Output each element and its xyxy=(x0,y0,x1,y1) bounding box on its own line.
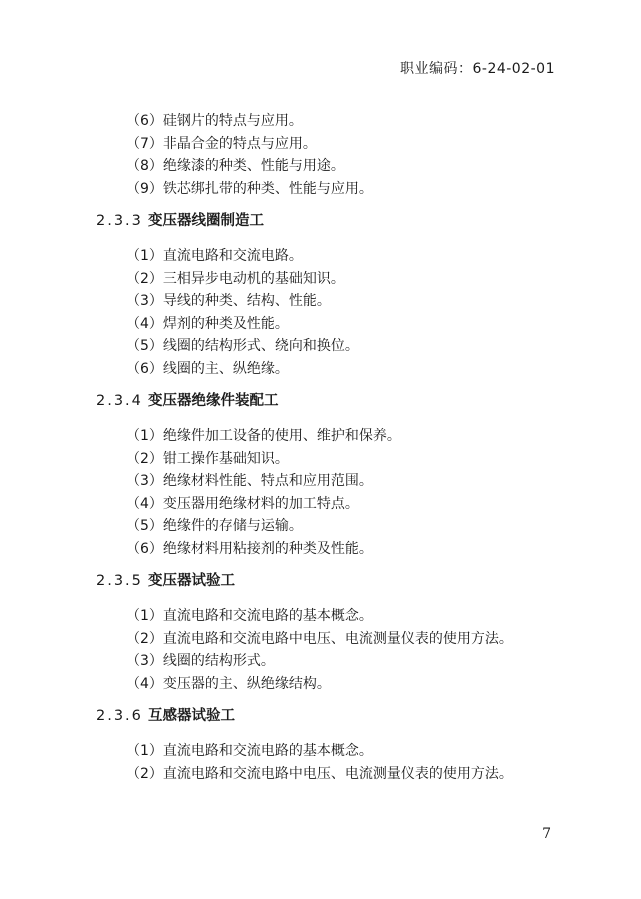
list-item: （4）焊剂的种类及性能。 xyxy=(126,315,289,332)
list-item: （6）硅钢片的特点与应用。 xyxy=(126,113,303,129)
section-heading xyxy=(96,570,581,592)
list-item: （5）绝缘件的存储与运输。 xyxy=(126,518,303,534)
section-number: 2.3.4 xyxy=(96,393,143,409)
section-number: 2.3.5 xyxy=(96,573,143,589)
list-item: （2）直流电路和交流电路中电压、电流测量仪表的使用方法。 xyxy=(126,765,513,782)
list-item: （4）变压器的主、纵绝缘结构。 xyxy=(126,675,331,692)
list-item: （6）绝缘材料用粘接剂的种类及性能。 xyxy=(126,540,373,557)
list-item: （1）直流电路和交流电路。 xyxy=(126,248,303,264)
section-title: 变压器线圈制造工 xyxy=(148,213,264,229)
list-item: （7）非晶合金的特点与应用。 xyxy=(126,135,317,152)
list-item: （2）三相异步电动机的基础知识。 xyxy=(126,270,345,287)
section-number: 2.3.3 xyxy=(96,213,143,229)
section-2-3-3 xyxy=(96,210,581,380)
page-content xyxy=(96,110,581,785)
section-number: 2.3.6 xyxy=(96,708,143,724)
list-item: （3）线圈的结构形式。 xyxy=(126,653,275,669)
list-item: （3）导线的种类、结构、性能。 xyxy=(126,293,331,309)
list-item: （1）绝缘件加工设备的使用、维护和保养。 xyxy=(126,428,401,444)
list-item: （3）绝缘材料性能、特点和应用范围。 xyxy=(126,473,373,489)
section-2-3-5 xyxy=(96,570,581,695)
list-item: （9）铁芯绑扎带的种类、性能与应用。 xyxy=(126,180,373,197)
section-title: 互感器试验工 xyxy=(148,708,235,724)
list-item: （1）直流电路和交流电路的基本概念。 xyxy=(126,608,373,624)
list-item: （2）直流电路和交流电路中电压、电流测量仪表的使用方法。 xyxy=(126,630,513,647)
list-item: （5）线圈的结构形式、绕向和换位。 xyxy=(126,338,359,354)
list-item: （6）线圈的主、纵绝缘。 xyxy=(126,360,289,377)
occupation-code: 职业编码：6-24-02-01 xyxy=(399,61,555,77)
list-item: （8）绝缘漆的种类、性能与用途。 xyxy=(126,158,345,174)
section-heading xyxy=(96,705,581,727)
section-title: 变压器绝缘件装配工 xyxy=(148,393,279,409)
section-2-3-6 xyxy=(96,705,581,785)
list-item: （1）直流电路和交流电路的基本概念。 xyxy=(126,743,373,759)
list-item: （4）变压器用绝缘材料的加工特点。 xyxy=(126,495,359,512)
page-number: 7 xyxy=(542,826,551,842)
list-item: （2）钳工操作基础知识。 xyxy=(126,450,289,467)
continued-list xyxy=(96,110,581,200)
section-heading xyxy=(96,390,581,412)
section-heading xyxy=(96,210,581,232)
section-title: 变压器试验工 xyxy=(148,573,235,589)
section-2-3-4 xyxy=(96,390,581,560)
